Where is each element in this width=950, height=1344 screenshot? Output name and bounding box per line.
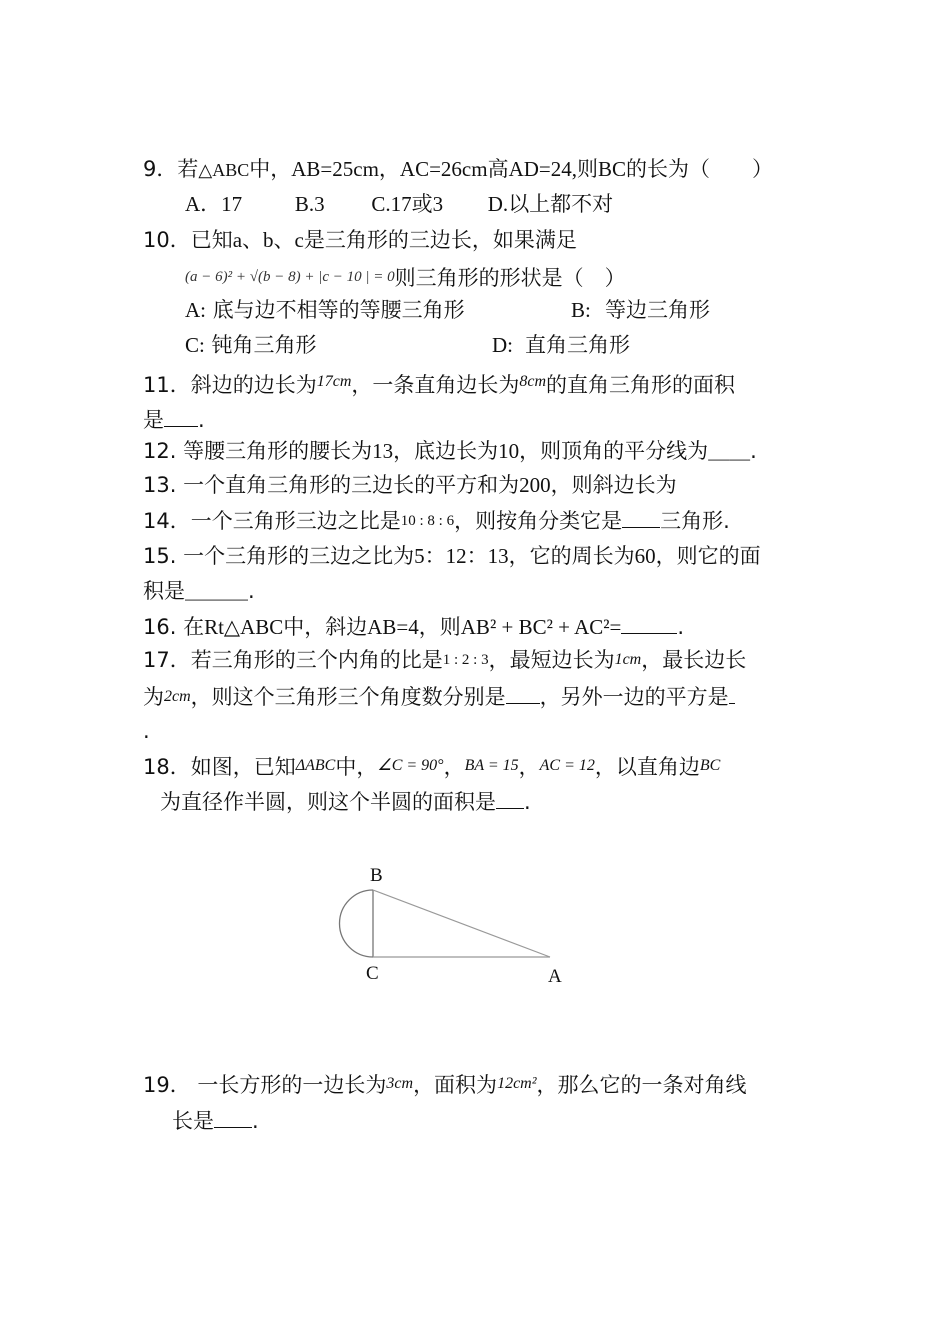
q14-suffix: 三角形. — [660, 509, 730, 533]
q19-suffix: ，那么它的一条对角线 — [536, 1073, 747, 1097]
q19-answer-blank[interactable] — [214, 1105, 252, 1128]
q11-suffix: 的直角三角形的面积 — [546, 373, 736, 397]
q18-ac: AC = 12 — [539, 757, 595, 774]
question-17-line2 — [143, 681, 735, 712]
q9-bc: BC — [598, 157, 627, 181]
q11-leg: 8cm — [519, 373, 547, 390]
q12-base-length: 10 — [498, 439, 520, 463]
q12-answer-blank[interactable]: ＿＿. — [708, 439, 757, 463]
q18-suffix: ，以直角边 — [594, 755, 700, 779]
q17-line2-suffix: ，另外一边的平方是 — [539, 685, 729, 709]
question-13 — [143, 470, 677, 500]
q12-leg-length: 13 — [372, 439, 394, 463]
q9-option-d-pre: D. — [487, 192, 509, 216]
q19-line2: 长是 — [172, 1109, 214, 1133]
q9-option-a: A．17 — [185, 192, 243, 216]
q18-bc: BC — [699, 757, 721, 774]
q17-line3: . — [143, 719, 150, 743]
label-b: B — [370, 865, 383, 886]
q18-prefix: 18．如图，已知 — [143, 755, 296, 779]
q10-option-a-text: 底与边不相等的等腰三角形 — [212, 298, 465, 322]
q9-triangle: △ABC — [198, 160, 250, 180]
q9-altitude: AD=24, — [508, 157, 578, 181]
question-9-options — [185, 189, 613, 219]
q10-prefix: 10．已知 — [143, 228, 233, 252]
question-11-line2 — [143, 404, 205, 435]
question-16 — [143, 611, 684, 642]
q9-mid3: 则 — [577, 157, 599, 181]
q10-option-c-label: C: — [185, 333, 205, 357]
q17-prefix: 17．若三角形的三个内角的比是 — [143, 648, 443, 672]
question-17-line3 — [143, 716, 150, 746]
q9-option-c-post: 3 — [432, 192, 444, 216]
question-18-line2 — [160, 786, 531, 817]
q10-then: 则三角形的形状是（ ） — [394, 266, 626, 290]
q16-end: . — [677, 615, 685, 639]
q10-suffix: 是三角形的三边长，如果满足 — [303, 228, 577, 252]
q18-angle-c: ∠C = 90° — [377, 757, 444, 774]
q18-line2: 为直径作半圆，则这个半圆的面积是 — [160, 790, 496, 814]
q9-given: AB=25cm，AC=26cm — [291, 157, 488, 181]
question-10 — [143, 225, 577, 255]
q11-prefix: 11．斜边的边长为 — [143, 373, 317, 397]
q15-line2: 积是＿＿＿. — [143, 579, 255, 603]
q10-option-d-label: D: — [492, 333, 513, 357]
q9-prefix: 9．若 — [143, 157, 199, 181]
q13-suffix: ，则斜边长为 — [550, 473, 677, 497]
q14-mid: ，则按角分类它是 — [454, 509, 623, 533]
q10-option-a-label: A: — [185, 298, 206, 322]
q9-mid2: 高 — [487, 157, 509, 181]
question-15 — [143, 541, 761, 571]
q11-hypotenuse: 17cm — [316, 373, 352, 390]
q18-mid: 中， — [335, 755, 378, 779]
q17-line2-mid: ，则这个三角形三个角度数分别是 — [190, 685, 506, 709]
q17-angles-blank[interactable] — [506, 681, 540, 704]
q15-suffix: ，则它的面 — [655, 544, 761, 568]
q14-answer-blank[interactable] — [622, 505, 660, 528]
side-ab — [373, 890, 550, 957]
q9-option-c-pre: C.17 — [371, 192, 412, 216]
q9-option-c-or: 或 — [411, 192, 433, 216]
question-10-options-cd — [185, 330, 630, 360]
q19-area: 12cm² — [497, 1075, 537, 1092]
q10-option-d-text: 直角三角形 — [525, 333, 630, 357]
question-14 — [143, 505, 730, 536]
q16-prefix: 16. 在 — [143, 615, 205, 639]
q10-option-b-label: B: — [571, 298, 591, 322]
q15-prefix: 15. 一个三角形的三边之比为 — [143, 544, 415, 568]
label-c: C — [366, 963, 379, 984]
q17-ratio: 1 : 2 : 3 — [442, 652, 489, 668]
q18-triangle: ΔABC — [295, 757, 336, 774]
q18-end: . — [524, 790, 531, 814]
q11-mid: ，一条直角边长为 — [351, 373, 520, 397]
q11-answer-blank[interactable] — [164, 404, 198, 427]
q10-option-b-text: 等边三角形 — [605, 298, 710, 322]
semicircle-arc — [340, 890, 374, 957]
q9-option-b: B.3 — [294, 192, 325, 216]
q16-mid: 中，斜边 — [283, 615, 368, 639]
q19-side-length: 3cm — [386, 1075, 414, 1092]
question-12 — [143, 436, 757, 466]
q16-hypotenuse: AB=4 — [367, 615, 419, 639]
q16-mid2: ，则 — [418, 615, 461, 639]
q12-mid: ，底边长为 — [393, 439, 499, 463]
q10-option-c-text: 钝角三角形 — [211, 333, 317, 357]
q9-suffix: 的长为（ ） — [626, 157, 774, 181]
q10-formula: (a − 6)² + √(b − 8) + |c − 10 | = 0 — [185, 269, 395, 285]
q15-perimeter: 60 — [634, 544, 656, 568]
q17-square-blank[interactable] — [729, 681, 735, 704]
q12-suffix: ，则顶角的平分线为 — [519, 439, 709, 463]
q18-sep-1: ， — [443, 755, 465, 779]
q15-ratio: 5：12：13 — [414, 544, 509, 568]
q14-prefix: 14．一个三角形三边之比是 — [143, 509, 401, 533]
q16-expression: AB² + BC² + AC²= — [460, 615, 622, 639]
q19-end: . — [252, 1109, 259, 1133]
q14-ratio: 10 : 8 : 6 — [400, 513, 455, 529]
q13-prefix: 13. 一个直角三角形的三边长的平方和为 — [143, 473, 520, 497]
q11-end: . — [198, 408, 205, 432]
q9-option-d-text: 以上都不对 — [508, 192, 614, 216]
q17-mid: ，最短边长为 — [488, 648, 615, 672]
question-17 — [143, 645, 746, 675]
triangle-figure — [320, 858, 580, 998]
q17-suffix: ，最长边长 — [641, 648, 747, 672]
q15-mid: ，它的周长为 — [508, 544, 635, 568]
q11-line2: 是 — [143, 408, 164, 432]
q9-mid: 中， — [249, 157, 292, 181]
question-9 — [143, 154, 773, 185]
question-19-line2 — [172, 1105, 259, 1136]
q18-ba: BA = 15 — [464, 757, 519, 774]
question-15-line2 — [143, 576, 255, 606]
q17-line2-pre: 为 — [143, 685, 164, 709]
q10-vars: a、b、c — [232, 228, 304, 252]
q12-prefix: 12. 等腰三角形的腰长为 — [143, 439, 373, 463]
q17-shortest-side: 1cm — [614, 651, 642, 668]
q13-sum: 200 — [519, 473, 551, 497]
question-11 — [143, 367, 735, 400]
label-a: A — [548, 966, 562, 987]
question-10-formula-line — [185, 262, 626, 293]
question-19 — [143, 1069, 747, 1100]
q19-prefix: 19． 一长方形的一边长为 — [143, 1073, 387, 1097]
question-10-options-ab — [185, 295, 710, 325]
q18-answer-blank[interactable] — [496, 786, 524, 809]
q17-longest-side: 2cm — [164, 688, 191, 705]
question-18 — [143, 751, 720, 782]
q16-answer-blank[interactable] — [621, 611, 677, 634]
q16-triangle: Rt△ABC — [204, 615, 284, 639]
q19-mid: ，面积为 — [413, 1073, 498, 1097]
q18-sep-2: ， — [518, 755, 540, 779]
